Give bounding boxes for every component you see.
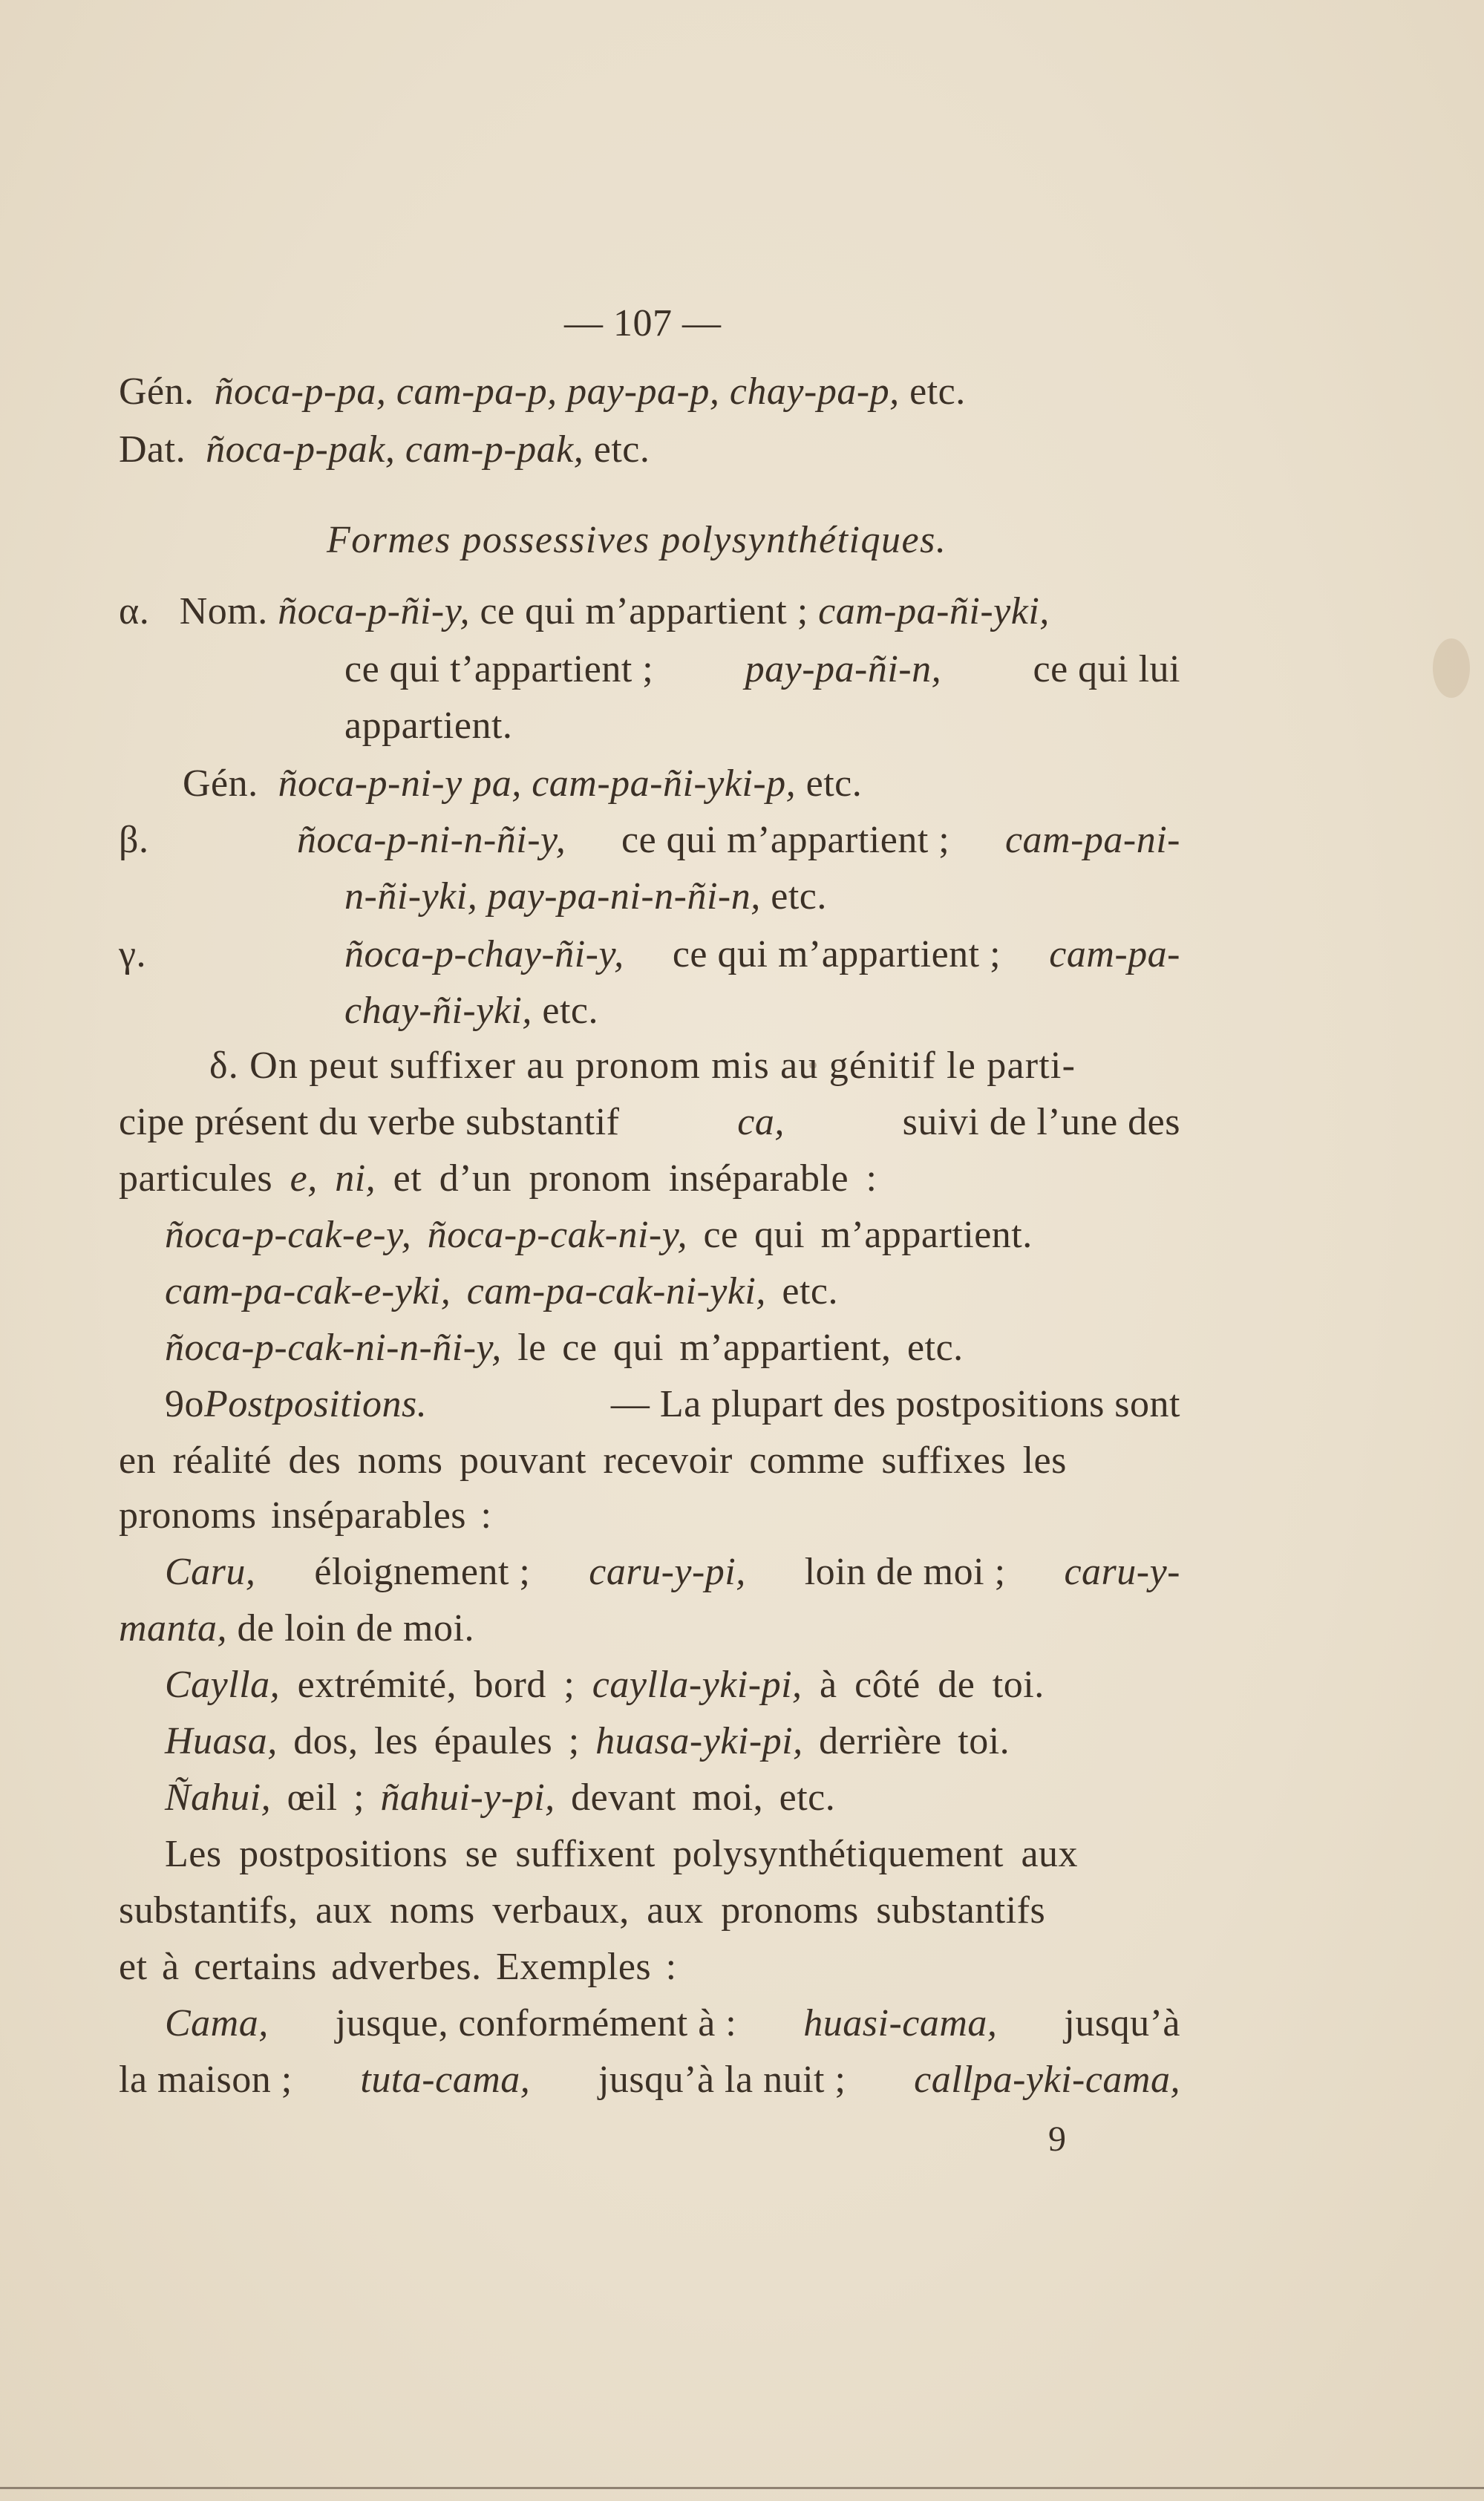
example-word: Huasa,: [165, 1720, 278, 1762]
example-word: caru-y-pi,: [589, 1551, 746, 1593]
example-word: ñoca-p-pa,: [214, 370, 387, 413]
text: etc.: [771, 875, 827, 918]
text: jusqu’à la nuit ;: [598, 2059, 846, 2101]
text: la maison ;: [119, 2059, 292, 2101]
text: etc.: [805, 762, 863, 805]
greek-label: γ.: [119, 933, 146, 975]
example-word: cam-pa-ñi-yki,: [818, 590, 1050, 632]
text: jusqu’à: [1064, 2002, 1180, 2044]
text: éloignement ;: [314, 1551, 531, 1593]
section-number: 9o: [165, 1383, 204, 1425]
example-word: chay-pa-p,: [729, 370, 900, 413]
text-line: [209, 1042, 1180, 1090]
text: jusque, conformément à :: [335, 2002, 737, 2044]
text: loin de moi ;: [804, 1551, 1006, 1593]
text: derrière toi.: [819, 1720, 1010, 1762]
text: ce qui m’appartient ;: [621, 819, 950, 861]
example-word: callpa-yki-cama,: [914, 2059, 1180, 2101]
greek-label: α.: [119, 590, 150, 632]
example-word: Caru,: [165, 1551, 256, 1593]
text-line: substantifs, aux noms verbaux, aux pronoms substantifs: [119, 1889, 1046, 1932]
example-word: pay-pa-p,: [567, 370, 720, 413]
text-line: [165, 1268, 838, 1315]
text-line: [165, 2000, 1180, 2047]
example-word: cam-pa-cak-e-yki,: [165, 1270, 451, 1312]
text: ce qui lui: [1033, 648, 1180, 690]
example-word: cam-pa-cak-ni-yki,: [466, 1270, 766, 1312]
text-line: [297, 817, 1180, 864]
text: etc.: [909, 370, 966, 413]
text: à côté de toi.: [820, 1664, 1045, 1706]
text: particules: [119, 1157, 273, 1200]
text-line: Les postpositions se suffixent polysynthétiquement aux: [165, 1833, 1079, 1875]
example-word: ñoca-p-cak-e-y,: [165, 1214, 412, 1256]
example-word: pay-pa-ñi-n,: [745, 648, 942, 690]
text: — La plupart des postpositions sont: [610, 1383, 1180, 1425]
text: etc.: [593, 428, 650, 471]
example-word: n-ñi-yki,: [344, 875, 478, 918]
text: ce qui t’appartient ;: [344, 648, 654, 690]
example-word: Ñahui,: [165, 1776, 272, 1819]
example-word: chay-ñi-yki,: [344, 990, 532, 1032]
text-line: [165, 1661, 1045, 1709]
example-word: caru-y-: [1064, 1551, 1180, 1593]
text: etc.: [542, 990, 598, 1032]
text: extrémité, bord ;: [297, 1664, 575, 1706]
text-line: [165, 1381, 1180, 1428]
text: le ce qui m’appartient, etc.: [517, 1327, 964, 1369]
case-label: Nom.: [179, 590, 268, 632]
text: etc.: [782, 1270, 838, 1312]
example-word: ñahui-y-pi,: [380, 1776, 555, 1819]
example-word: Cama,: [165, 2002, 269, 2044]
example-word: huasi-cama,: [803, 2002, 998, 2044]
text: cipe présent du verbe substantif: [119, 1101, 620, 1143]
text-line: [344, 646, 1180, 693]
example-word: pay-pa-ni-n-ñi-n,: [487, 875, 761, 918]
section-heading: Formes possessives polysynthétiques.: [327, 519, 947, 561]
text: de loin de moi.: [237, 1607, 474, 1650]
greek-label: β.: [119, 819, 149, 861]
case-label: Gén.: [119, 370, 195, 413]
text-line: [119, 1155, 877, 1203]
text-line: [119, 1099, 1180, 1146]
example-word: ñoca-p-pak,: [206, 428, 396, 471]
text: ce qui m’appartient ;: [672, 933, 1001, 975]
example-word: huasa-yki-pi,: [595, 1720, 803, 1762]
text-line: appartient.: [344, 704, 513, 747]
text-line: [165, 1774, 835, 1822]
section-title: Postpositions.: [204, 1383, 428, 1425]
text-line: [344, 931, 1180, 978]
page-number-header: — 107 —: [564, 302, 722, 344]
text-line: [119, 426, 650, 474]
text-line: [183, 760, 862, 808]
example-word: cam-pa-: [1049, 933, 1180, 975]
text: devant moi, etc.: [571, 1776, 836, 1819]
signature-mark: 9: [1048, 2119, 1067, 2159]
text: δ. On peut suffixer au pronom mis au génitif le parti-: [209, 1044, 1076, 1087]
text-line: en réalité des noms pouvant recevoir comme suffixes les: [119, 1439, 1067, 1482]
example-word: caylla-yki-pi,: [592, 1664, 803, 1706]
paper-stain: [1433, 638, 1470, 698]
text-line: pronoms inséparables :: [119, 1494, 492, 1537]
bottom-edge-line: [0, 2487, 1484, 2489]
example-word: manta,: [119, 1607, 227, 1650]
example-word: ca,: [737, 1101, 785, 1143]
example-word: ñoca-p-chay-ñi-y,: [344, 933, 624, 975]
text: dos, les épaules ;: [293, 1720, 580, 1762]
text-line: et à certains adverbes. Exemples :: [119, 1946, 677, 1988]
example-word: ñoca-p-ñi-y,: [278, 590, 470, 632]
case-label: Gén.: [183, 762, 258, 805]
text-line: [119, 368, 966, 416]
text: et d’un pronom inséparable :: [393, 1157, 877, 1200]
example-word: cam-pa-p,: [396, 370, 558, 413]
example-word: Caylla,: [165, 1664, 281, 1706]
text-line: [119, 1605, 474, 1652]
text-line: [344, 873, 827, 921]
example-word: cam-p-pak,: [405, 428, 584, 471]
text-line: [165, 1549, 1180, 1596]
text-line: [119, 588, 1188, 635]
example-word: ñoca-p-ni-y pa,: [278, 762, 522, 805]
text-line: [165, 1212, 1033, 1259]
text-line: [165, 1324, 964, 1372]
text-line: [344, 987, 598, 1035]
text: suivi de l’une des: [902, 1101, 1180, 1143]
text: œil ;: [287, 1776, 365, 1819]
example-word: ñoca-p-cak-ni-y,: [427, 1214, 687, 1256]
example-word: e, ni,: [290, 1157, 376, 1200]
example-word: cam-pa-ñi-yki-p,: [532, 762, 797, 805]
example-word: ñoca-p-cak-ni-n-ñi-y,: [165, 1327, 502, 1369]
text-line: [119, 2056, 1180, 2104]
example-word: cam-pa-ni-: [1004, 819, 1180, 861]
text: ce qui m’appartient ;: [480, 590, 808, 632]
case-label: Dat.: [119, 428, 186, 471]
text-line: [165, 1718, 1010, 1765]
text: ce qui m’appartient.: [703, 1214, 1033, 1256]
example-word: tuta-cama,: [360, 2059, 531, 2101]
example-word: ñoca-p-ni-n-ñi-y,: [297, 819, 566, 861]
